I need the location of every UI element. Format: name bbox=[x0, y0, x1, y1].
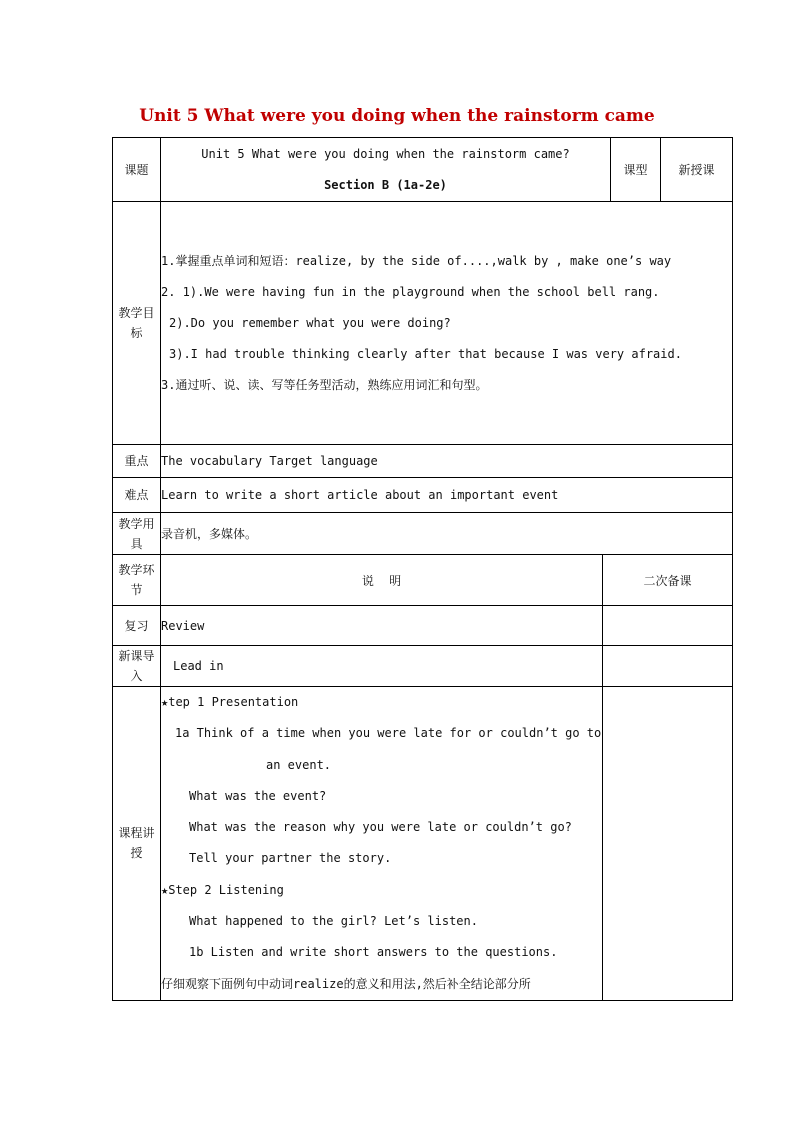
goal-2: 2. 1).We were having fun in the playground when the school bell rang. bbox=[161, 284, 660, 299]
row-topic bbox=[113, 138, 733, 202]
topic-line1: Unit 5 What were you doing when the rainstorm came? bbox=[201, 146, 570, 161]
tools-label: 教学用具 bbox=[113, 513, 161, 555]
key-value: The vocabulary Target language bbox=[161, 445, 733, 478]
difficulty-label: 难点 bbox=[113, 478, 161, 513]
key-label: 重点 bbox=[113, 445, 161, 478]
intro-notes bbox=[603, 646, 733, 687]
lecture-line: 1b Listen and write short answers to the questions. bbox=[189, 945, 558, 960]
goals-cell bbox=[161, 202, 733, 445]
row-intro bbox=[113, 646, 733, 687]
lecture-line: Tell your partner the story. bbox=[189, 851, 392, 866]
difficulty-value: Learn to write a short article about an important event bbox=[161, 478, 733, 513]
topic-cell bbox=[161, 138, 611, 202]
stage-label: 教学环节 bbox=[113, 555, 161, 606]
row-goals bbox=[113, 202, 733, 445]
row-review bbox=[113, 606, 733, 646]
goal-3: 2).Do you remember what you were doing? bbox=[169, 315, 451, 330]
goal-1: 1.掌握重点单词和短语：realize, by the side of....,walk by , make one’s way bbox=[161, 253, 672, 268]
lecture-line: an event. bbox=[266, 757, 332, 772]
topic-line2: Section B (1a-2e) bbox=[324, 177, 447, 192]
intro-label: 新课导入 bbox=[113, 646, 161, 687]
lecture-line: ★Step 2 Listening bbox=[161, 882, 284, 897]
type-label: 课型 bbox=[611, 138, 661, 202]
goal-5: 3.通过听、说、读、写等任务型活动，熟练应用词汇和句型。 bbox=[161, 377, 488, 392]
second-prep-header: 二次备课 bbox=[603, 555, 733, 606]
intro-value: Lead in bbox=[161, 646, 603, 687]
lecture-line: ★tep 1 Presentation bbox=[161, 695, 299, 709]
tools-value: 录音机，多媒体。 bbox=[161, 513, 733, 555]
type-value: 新授课 bbox=[661, 138, 733, 202]
lecture-content bbox=[161, 687, 603, 1001]
topic-label: 课题 bbox=[113, 138, 161, 202]
goals-label: 教学目标 bbox=[113, 202, 161, 445]
review-label: 复习 bbox=[113, 606, 161, 646]
lecture-notes bbox=[603, 687, 733, 1001]
lecture-line: What happened to the girl? Let’s listen. bbox=[189, 914, 478, 929]
lecture-line: 仔细观察下面例句中动词realize的意义和用法,然后补全结论部分所 bbox=[161, 976, 531, 991]
lecture-line: What was the event? bbox=[189, 788, 327, 803]
lecture-label: 课程讲授 bbox=[113, 687, 161, 1001]
review-notes bbox=[603, 606, 733, 646]
row-stage bbox=[113, 555, 733, 606]
row-key bbox=[113, 445, 733, 478]
page-title: Unit 5 What were you doing when the rainstorm came bbox=[139, 106, 655, 126]
lesson-plan-table bbox=[112, 137, 733, 1001]
stage-value: 说 明 bbox=[161, 555, 603, 606]
lecture-line: 1a Think of a time when you were late for or couldn’t go to bbox=[175, 726, 602, 741]
row-difficulty bbox=[113, 478, 733, 513]
goal-4: 3).I had trouble thinking clearly after that because I was very afraid. bbox=[169, 346, 682, 361]
row-lecture bbox=[113, 687, 733, 1001]
row-tools bbox=[113, 513, 733, 555]
lecture-line: What was the reason why you were late or couldn’t go? bbox=[189, 820, 572, 835]
review-value: Review bbox=[161, 606, 603, 646]
